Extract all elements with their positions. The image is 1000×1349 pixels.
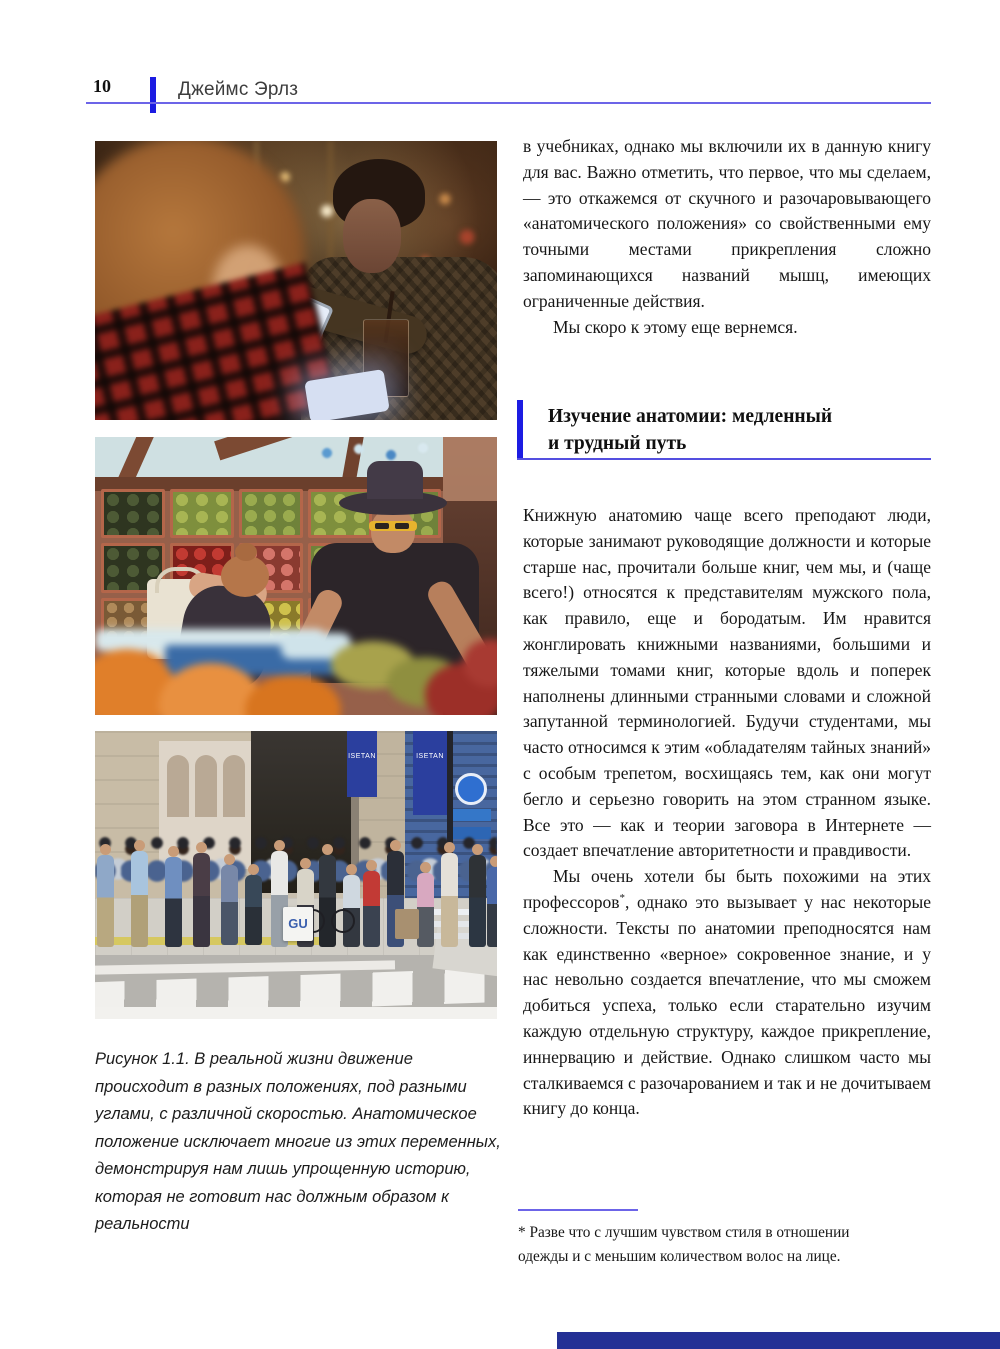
photo3-isetan-banner: ISETAN (413, 731, 447, 815)
body-text-block-1 (523, 134, 931, 340)
photo2-woman-hair (221, 555, 269, 597)
person-figure (193, 853, 210, 947)
section-heading: Изучение анатомии: медленный и трудный путь (548, 406, 833, 454)
body-paragraph: Мы очень хотели бы быть похожими на этих профессоров*, однако это вызывает у нас некоторые сложности. Тексты по анатомии преподносятся нам как единственно «верное» сокровенное знание, и у нас невольно создается впечатление, что мы сможем добиться успеха, только если старательно изучим каждую отдельную структуру, каждое прикрепление, иннервацию и действие. Однако слишком часто мы сталкиваемся с разочарованием и так и не дочитываем книгу до конца. (523, 866, 931, 1119)
footnote-reference: * (619, 892, 625, 905)
photo2-foreground (95, 623, 497, 715)
body-paragraph: Мы скоро к этому еще вернемся. (553, 316, 798, 337)
body-paragraph: Книжную анатомию чаще всего преподают люди, которые занимают руководящие должности и которые старше нас, прочитали больше книг, чем мы, и (чаще всего!) относятся к представителям мужского пола, как правило, еще и бородатым. Им нравится жонглировать книжными названиями, большими и тяжелыми томами книг, которые вдоль и поперек наполнены длинными странными словами и сложной запутанной терминологией. Будучи студентами, мы часто относимся к этим «обладателям тайных знаний» с особым трепетом, восхищаясь тем, как они могут бегло и серьезно говорить на этом странном языке. Все это — как и теории заговора в Интернете — создает впечатление авторитетности и правдивости. (523, 505, 931, 861)
photo2-orange (245, 675, 341, 715)
person-figure (487, 867, 497, 947)
photo3-gu-shopping-bag: GU (283, 907, 313, 941)
photo3-zebra-stripe (95, 1007, 497, 1019)
photo2-hat-crown (367, 461, 423, 499)
person-figure (165, 857, 182, 947)
running-head-author: Джеймс Эрлз (178, 79, 299, 100)
photo2-yellow-sunglasses (369, 521, 417, 531)
page-number: 10 (93, 76, 111, 96)
photo3-crowd-background (95, 835, 497, 887)
heading-accent-bar (517, 400, 523, 460)
photo2-woman-hair-bun (235, 543, 257, 561)
footer-band (557, 1332, 1000, 1349)
photo1-man-face (343, 199, 401, 273)
header-rule (86, 102, 931, 104)
photo2-man-face (371, 509, 415, 553)
figure-caption: Рисунок 1.1. В реальной жизни движение происходит в разных положениях, под разными углами, с различной скоростью. Анатомическое положение исключает многие из этих переменных, демонстрируя нам лишь упрощенную историю, которая не готовит нас должным образом к реальности (95, 1050, 501, 1233)
photo-fruit-market (95, 437, 497, 715)
person-figure (245, 875, 262, 945)
heading-rule (517, 458, 931, 460)
photo-bar-smartphones (95, 141, 497, 420)
body-paragraph: в учебниках, однако мы включили их в данную книгу для вас. Важно отметить, что первое, что мы сделаем, — это откажемся от скучного и разочаровывающего «анатомического положения» со свойственными ему точными местами прикрепления сложно запоминающихся названий мышц, имеющих ограниченные действия. (523, 136, 931, 311)
person-figure (441, 853, 458, 947)
person-figure (131, 851, 148, 947)
person-figure (363, 871, 380, 947)
person-figure (469, 855, 486, 947)
person-figure (97, 855, 114, 947)
header-accent-bar (150, 77, 156, 113)
footnote-rule (518, 1209, 638, 1211)
footnote-text: * Разве что с лучшим чувством стиля в отношении одежды и с меньшим количеством волос на лице. (518, 1224, 850, 1265)
photo3-paper-bag (395, 909, 419, 939)
photo3-small-signs (453, 809, 491, 821)
person-figure (221, 865, 238, 945)
photo-street-crossing (95, 731, 497, 1019)
photo2-building (443, 437, 497, 501)
person-figure (319, 855, 336, 947)
body-text-block-2 (523, 503, 931, 1122)
photo3-round-sign (455, 773, 487, 805)
person-figure (417, 873, 434, 947)
photo3-isetan-banner: ISETAN (347, 731, 377, 797)
